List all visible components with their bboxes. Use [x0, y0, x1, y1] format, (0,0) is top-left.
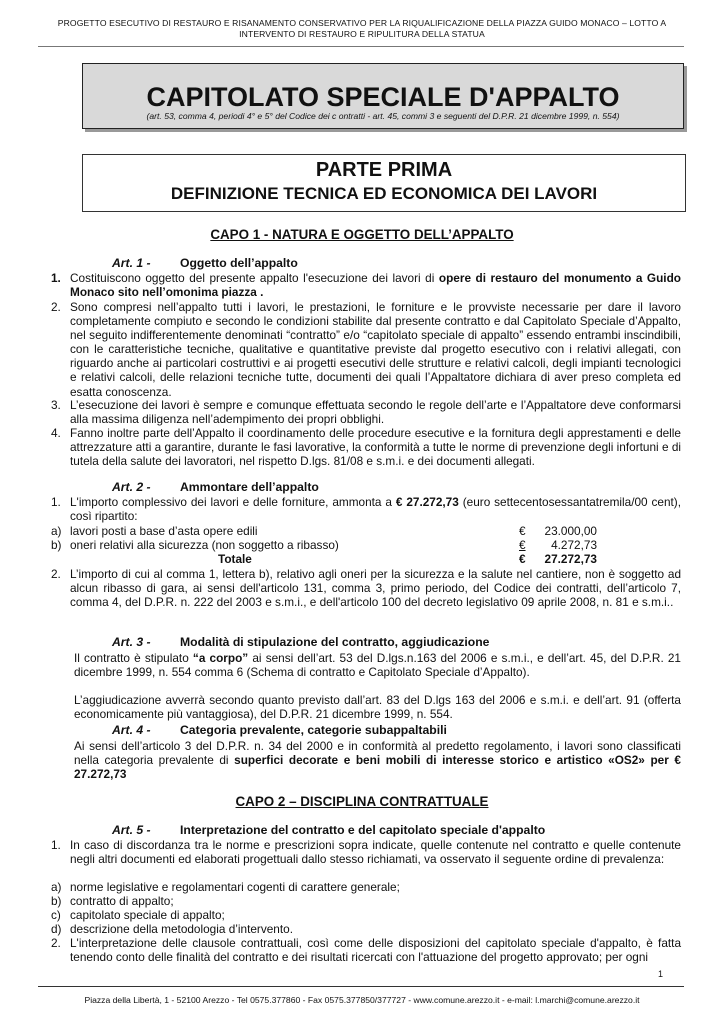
page-number: 1: [658, 969, 664, 979]
document-title: CAPITOLATO SPECIALE D'APPALTO: [146, 82, 620, 112]
article-1-item-4: Fanno inoltre parte dell’Appalto il coordinamento delle procedure esecutive e la fornitura degli apprestamenti e delle attrezzature atti a garantire, durante le fasi lavorative, la conformità a tutte le norme di prevenzione degli infortuni e di tutela della salute dei lavoratori, nel rispetto D.lgs. 81/08 e s.m.i. e dei documenti allegati.: [70, 426, 681, 469]
article-5-list-d: descrizione della metodologia d’intervento.: [70, 922, 293, 936]
cost-total-currency: €: [519, 552, 526, 566]
cost-a-marker: a): [51, 524, 62, 538]
article-2-heading: [112, 480, 319, 495]
article-5-title: Interpretazione del contratto e del capitolato speciale d'appalto: [180, 823, 546, 837]
article-3-paragraph-2: L’aggiudicazione avverrà secondo quanto previsto dall’art. 83 del D.lgs 163 del 2006 e s.m.i. e dell’art. 91 (offerta economicamente più vantaggiosa), del D.P.R. 21 dicembre 1999, n. 554.: [74, 693, 681, 722]
article-2-item-1-text-end: (euro settecentosessantatremila/00 cent), così ripartito:: [70, 495, 681, 524]
cost-b-label: oneri relativi alla sicurezza (non soggetto a ribasso): [70, 538, 339, 552]
document-subtitle: (art. 53, comma 4, periodi 4° e 5° del Codice dei c ontratti - art. 45, commi 3 e seguenti del D.P.R. 21 dicembre 1999, n. 554): [146, 111, 620, 121]
article-5-item-1-marker: 1.: [51, 838, 61, 852]
part-box: [82, 154, 686, 212]
article-1-item-1-text: Costituiscono oggetto del presente appalto l'esecuzione dei lavori di: [70, 271, 439, 285]
article-5-item-2: L'interpretazione delle clausole contrattuali, così come delle disposizioni del capitolato speciale d'appalto, è fatta tenendo conto delle finalità del contratto e dei risultati ricercati con l'attuazione del progetto approvato; per ogni: [70, 936, 681, 965]
article-1-item-2: Sono compresi nell’appalto tutti i lavori, le prestazioni, le forniture e le provviste necessarie per dare il lavoro completamente compiuto e secondo le condizioni stabilite dal presente contratto e dal Capitolato Speciale d’Appalto, nel seguito indifferentemente denominati “contratto” e/o “capitolato speciale di appalto” essendo entrambi inscindibili, con le caratteristiche tecniche, qualitative e quantitative previste dal progetto esecutivo con i relativi allegati, con riguardo anche ai particolari costruttivi e ai progetti esecutivi delle strutture e relativi calcoli, degli impianti tecnologici e relativi calcoli, delle relazioni tecniche tutte, documenti dei quali l’Appaltatore dichiara di aver preso completa ed esatta conoscenza.: [70, 300, 681, 399]
cost-b-marker: b): [51, 538, 62, 552]
header-line-1: PROGETTO ESECUTIVO DI RESTAURO E RISANAMENTO CONSERVATIVO PER LA RIQUALIFICAZIONE DELLA PIAZZA GUIDO MONACO – LOTTO A: [57, 18, 667, 28]
article-3-heading: [112, 635, 489, 650]
article-3-paragraph-1-text-end: ai sensi dell’art. 53 del D.lgs.n.163 del 2006 e s.m.i., e dell’art. 45, del D.P.R. 21 dicembre 1999, n. 554 comma 6 (Schema di contratto e Capitolato Speciale d’Appalto).: [74, 651, 681, 680]
article-5-list-c: capitolato speciale di appalto;: [70, 908, 225, 922]
article-2-item-2: L’importo di cui al comma 1, lettera b), relativo agli oneri per la sicurezza e la salute nel cantiere, non è soggetto ad alcun ribasso di gara, ai sensi dell'articolo 131, comma 3, primo periodo, del Codice dei contratti, dell’articolo 7, comma 4, del D.P.R. n. 222 del 2003 e s.m.i., e dell'articolo 100 del decreto legislativo 09 aprile 2008, n. 81 e s.m.i..: [70, 567, 681, 610]
article-1-item-1: [70, 271, 681, 299]
cost-b-currency: €: [519, 538, 526, 552]
document-header: [40, 18, 684, 40]
article-4-paragraph-text: Ai sensi dell’articolo 3 del D.P.R. n. 34 del 2000 e in conformità al predetto regolamento, i lavori sono classificati nella categoria prevalente di: [74, 739, 681, 768]
article-2-total-amount: € 27.272,73: [395, 495, 459, 509]
article-5-number: Art. 5 -: [112, 823, 151, 837]
cost-a-value: 23.000,00: [544, 524, 597, 538]
article-1-item-1-bold: opere di restauro del monumento a Guido Monaco sito nell’omonima piazza .: [70, 271, 682, 300]
article-1-item-3: L’esecuzione dei lavori è sempre e comunque effettuata secondo le regole dell’arte e l’Appaltatore deve conformarsi alla massima diligenza nell’adempimento dei propri obblighi.: [70, 398, 681, 427]
article-3-title: Modalità di stipulazione del contratto, aggiudicazione: [180, 635, 490, 649]
article-4-category: superfici decorate e beni mobili di interesse storico e artistico «OS2» per € 27.272,73: [74, 753, 681, 782]
cost-b-amount: [519, 538, 597, 552]
article-5-item-2-marker: 2.: [51, 936, 61, 950]
part-title: PARTE PRIMA: [315, 159, 453, 181]
article-2-number: Art. 2 -: [112, 480, 151, 494]
header-line-2: INTERVENTO DI RESTAURO E RIPULITURA DELLA STATUA: [239, 29, 485, 39]
cost-a-currency: €: [519, 524, 526, 538]
article-5-list-c-marker: c): [51, 908, 61, 922]
article-2-item-1-marker: 1.: [51, 495, 61, 509]
article-2-item-1-text: L'importo complessivo dei lavori e delle forniture, ammonta a: [70, 495, 396, 509]
article-4-number: Art. 4 -: [112, 723, 151, 737]
article-2-item-1: [70, 495, 681, 523]
document-footer: Piazza della Libertà, 1 - 52100 Arezzo - Tel 0575.377860 - Fax 0575.377850/377727 - www.comune.arezzo.it - e-mail: l.marchi@comune.arezzo.it: [84, 995, 640, 1005]
article-1-item-2-marker: 2.: [51, 300, 61, 314]
cost-total-value: 27.272,73: [544, 552, 597, 566]
capo-2-heading: [0, 793, 724, 810]
title-box: [82, 63, 684, 129]
article-1-title: Oggetto dell’appalto: [180, 256, 298, 270]
article-3-paragraph-1: [74, 651, 681, 679]
article-2-item-2-marker: 2.: [51, 567, 61, 581]
part-subtitle: DEFINIZIONE TECNICA ED ECONOMICA DEI LAVORI: [170, 184, 598, 203]
article-3-a-corpo: “a corpo”: [192, 651, 249, 665]
article-5-list-a: norme legislative e regolamentari cogenti di carattere generale;: [70, 880, 400, 894]
article-5-item-1: In caso di discordanza tra le norme e prescrizioni sopra indicate, quelle contenute nel contratto e quelle contenute negli altri documenti ed elaborati progettuali dallo stesso richiamati, va osservato il seguente ordine di prevalenza:: [70, 838, 681, 867]
article-5-list-b: contratto di appalto;: [70, 894, 174, 908]
article-1-item-3-marker: 3.: [51, 398, 61, 412]
article-2-title: Ammontare dell’appalto: [180, 480, 319, 494]
article-1-number: Art. 1 -: [112, 256, 151, 270]
article-1-heading: [112, 256, 298, 271]
article-1-item-1-marker: 1.: [51, 271, 61, 285]
article-1-item-4-marker: 4.: [51, 426, 61, 440]
article-4-paragraph: [74, 739, 681, 781]
article-5-list-b-marker: b): [51, 894, 62, 908]
article-4-title: Categoria prevalente, categorie subappaltabili: [180, 723, 447, 737]
article-4-heading: [112, 723, 447, 738]
footer-divider: [38, 986, 684, 987]
article-5-heading: [112, 823, 545, 838]
article-5-list-a-marker: a): [51, 880, 62, 894]
capo-1-text: CAPO 1 - NATURA E OGGETTO DELL’APPALTO: [210, 227, 514, 242]
header-divider: [38, 46, 684, 47]
capo-1-heading: [0, 226, 724, 243]
cost-total-label: Totale: [218, 552, 252, 566]
capo-2-text: CAPO 2 – DISCIPLINA CONTRATTUALE: [235, 794, 489, 809]
article-3-paragraph-1-text: Il contratto è stipulato: [74, 651, 193, 665]
article-5-list-d-marker: d): [51, 922, 62, 936]
cost-b-value: 4.272,73: [551, 538, 597, 552]
article-3-number: Art. 3 -: [112, 635, 151, 649]
cost-a-label: lavori posti a base d’asta opere edili: [70, 524, 258, 538]
